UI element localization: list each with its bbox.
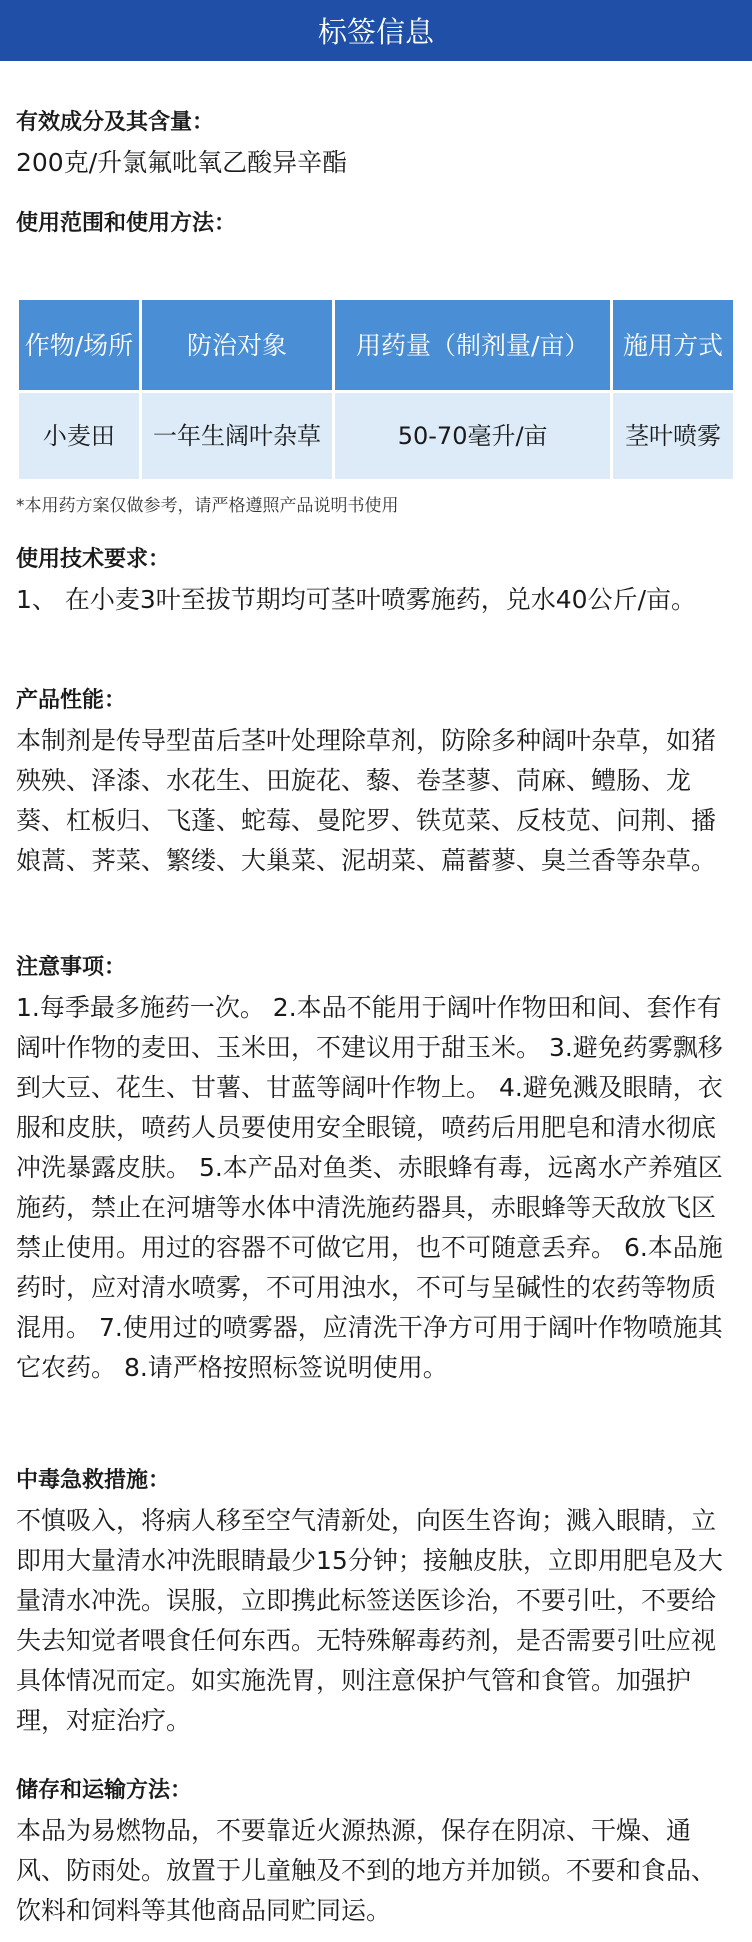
tech-requirements-label: 使用技术要求： [16, 547, 171, 572]
tech-requirements-text: 1、 在小麦3叶至拔节期均可茎叶喷雾施药，兑水40公斤/亩。 [16, 585, 696, 614]
storage-label: 储存和运输方法： [16, 1778, 193, 1803]
first-aid-section [16, 1461, 736, 1741]
ingredient-section [16, 103, 736, 183]
precautions-label: 注意事项： [16, 955, 127, 980]
performance-label: 产品性能： [16, 688, 127, 713]
usage-scope-label: 使用范围和使用方法： [16, 211, 237, 236]
cell-dosage: 50-70毫升/亩 [335, 393, 610, 479]
usage-table [16, 297, 736, 482]
performance-section [16, 681, 736, 881]
ingredient-value: 200克/升氯氟吡氧乙酸异辛酯 [16, 148, 348, 177]
cell-method: 茎叶喷雾 [613, 393, 733, 479]
usage-table-header-row [19, 300, 733, 390]
performance-text: 本制剂是传导型苗后茎叶处理除草剂，防除多种阔叶杂草，如猪殃殃、泽漆、水花生、田旋花、藜、卷茎蓼、苘麻、鳢肠、龙葵、杠板归、飞蓬、蛇莓、曼陀罗、铁苋菜、反枝苋、问荆、播娘蒿、荠菜、繁缕、大巢菜、泥胡菜、萹蓄蓼、臭兰香等杂草。 [16, 726, 717, 875]
ingredient-label: 有效成分及其含量： [16, 110, 215, 135]
storage-text: 本品为易燃物品，不要靠近火源热源，保存在阴凉、干燥、通风、防雨处。放置于儿童触及不到的地方并加锁。不要和食品、饮料和饲料等其他商品同贮同运。 [16, 1816, 717, 1925]
precautions-text: 1.每季最多施药一次。 2.本品不能用于阔叶作物田和间、套作有阔叶作物的麦田、玉米田，不建议用于甜玉米。 3.避免药雾飘移到大豆、花生、甘薯、甘蓝等阔叶作物上。 4.避免溅及眼睛，衣服和皮肤，喷药人员要使用安全眼镜，喷药后用肥皂和清水彻底冲洗暴露皮肤。 5.本产品对鱼类、赤眼蜂有毒，远离水产养殖区施药，禁止在河塘等水体中清洗施药器具，赤眼蜂等天敌放飞区禁止使用。用过的容器不可做它用，也不可随意丢弃。 6.本品施药时，应对清水喷雾，不可用浊水，不可与呈碱性的农药等物质混用。 7.使用过的喷雾器，应清洗干净方可用于阔叶作物喷施其它农药。 8.请严格按照标签说明使用。 [16, 993, 723, 1382]
first-aid-text: 不慎吸入，将病人移至空气清新处，向医生咨询；溅入眼睛，立即用大量清水冲洗眼睛最少15分钟；接触皮肤，立即用肥皂及大量清水冲洗。误服，立即携此标签送医诊治，不要引吐，不要给失去知觉者喂食任何东西。无特殊解毒药剂，是否需要引吐应视具体情况而定。如实施洗胃，则注意保护气管和食管。加强护理，对症治疗。 [16, 1506, 723, 1735]
page-title: 标签信息 [0, 0, 752, 61]
usage-scope-section [16, 204, 736, 244]
first-aid-label: 中毒急救措施： [16, 1468, 171, 1493]
storage-section [16, 1771, 736, 1931]
table-note: *本用药方案仅做参考，请严格遵照产品说明书使用 [16, 496, 399, 516]
tech-requirements-section [16, 540, 736, 620]
column-header-target: 防治对象 [142, 300, 332, 390]
column-header-method: 施用方式 [613, 300, 733, 390]
column-header-crop: 作物/场所 [19, 300, 139, 390]
cell-crop: 小麦田 [19, 393, 139, 479]
precautions-section [16, 948, 736, 1388]
column-header-dosage: 用药量（制剂量/亩） [335, 300, 610, 390]
cell-target: 一年生阔叶杂草 [142, 393, 332, 479]
table-row [19, 393, 733, 479]
